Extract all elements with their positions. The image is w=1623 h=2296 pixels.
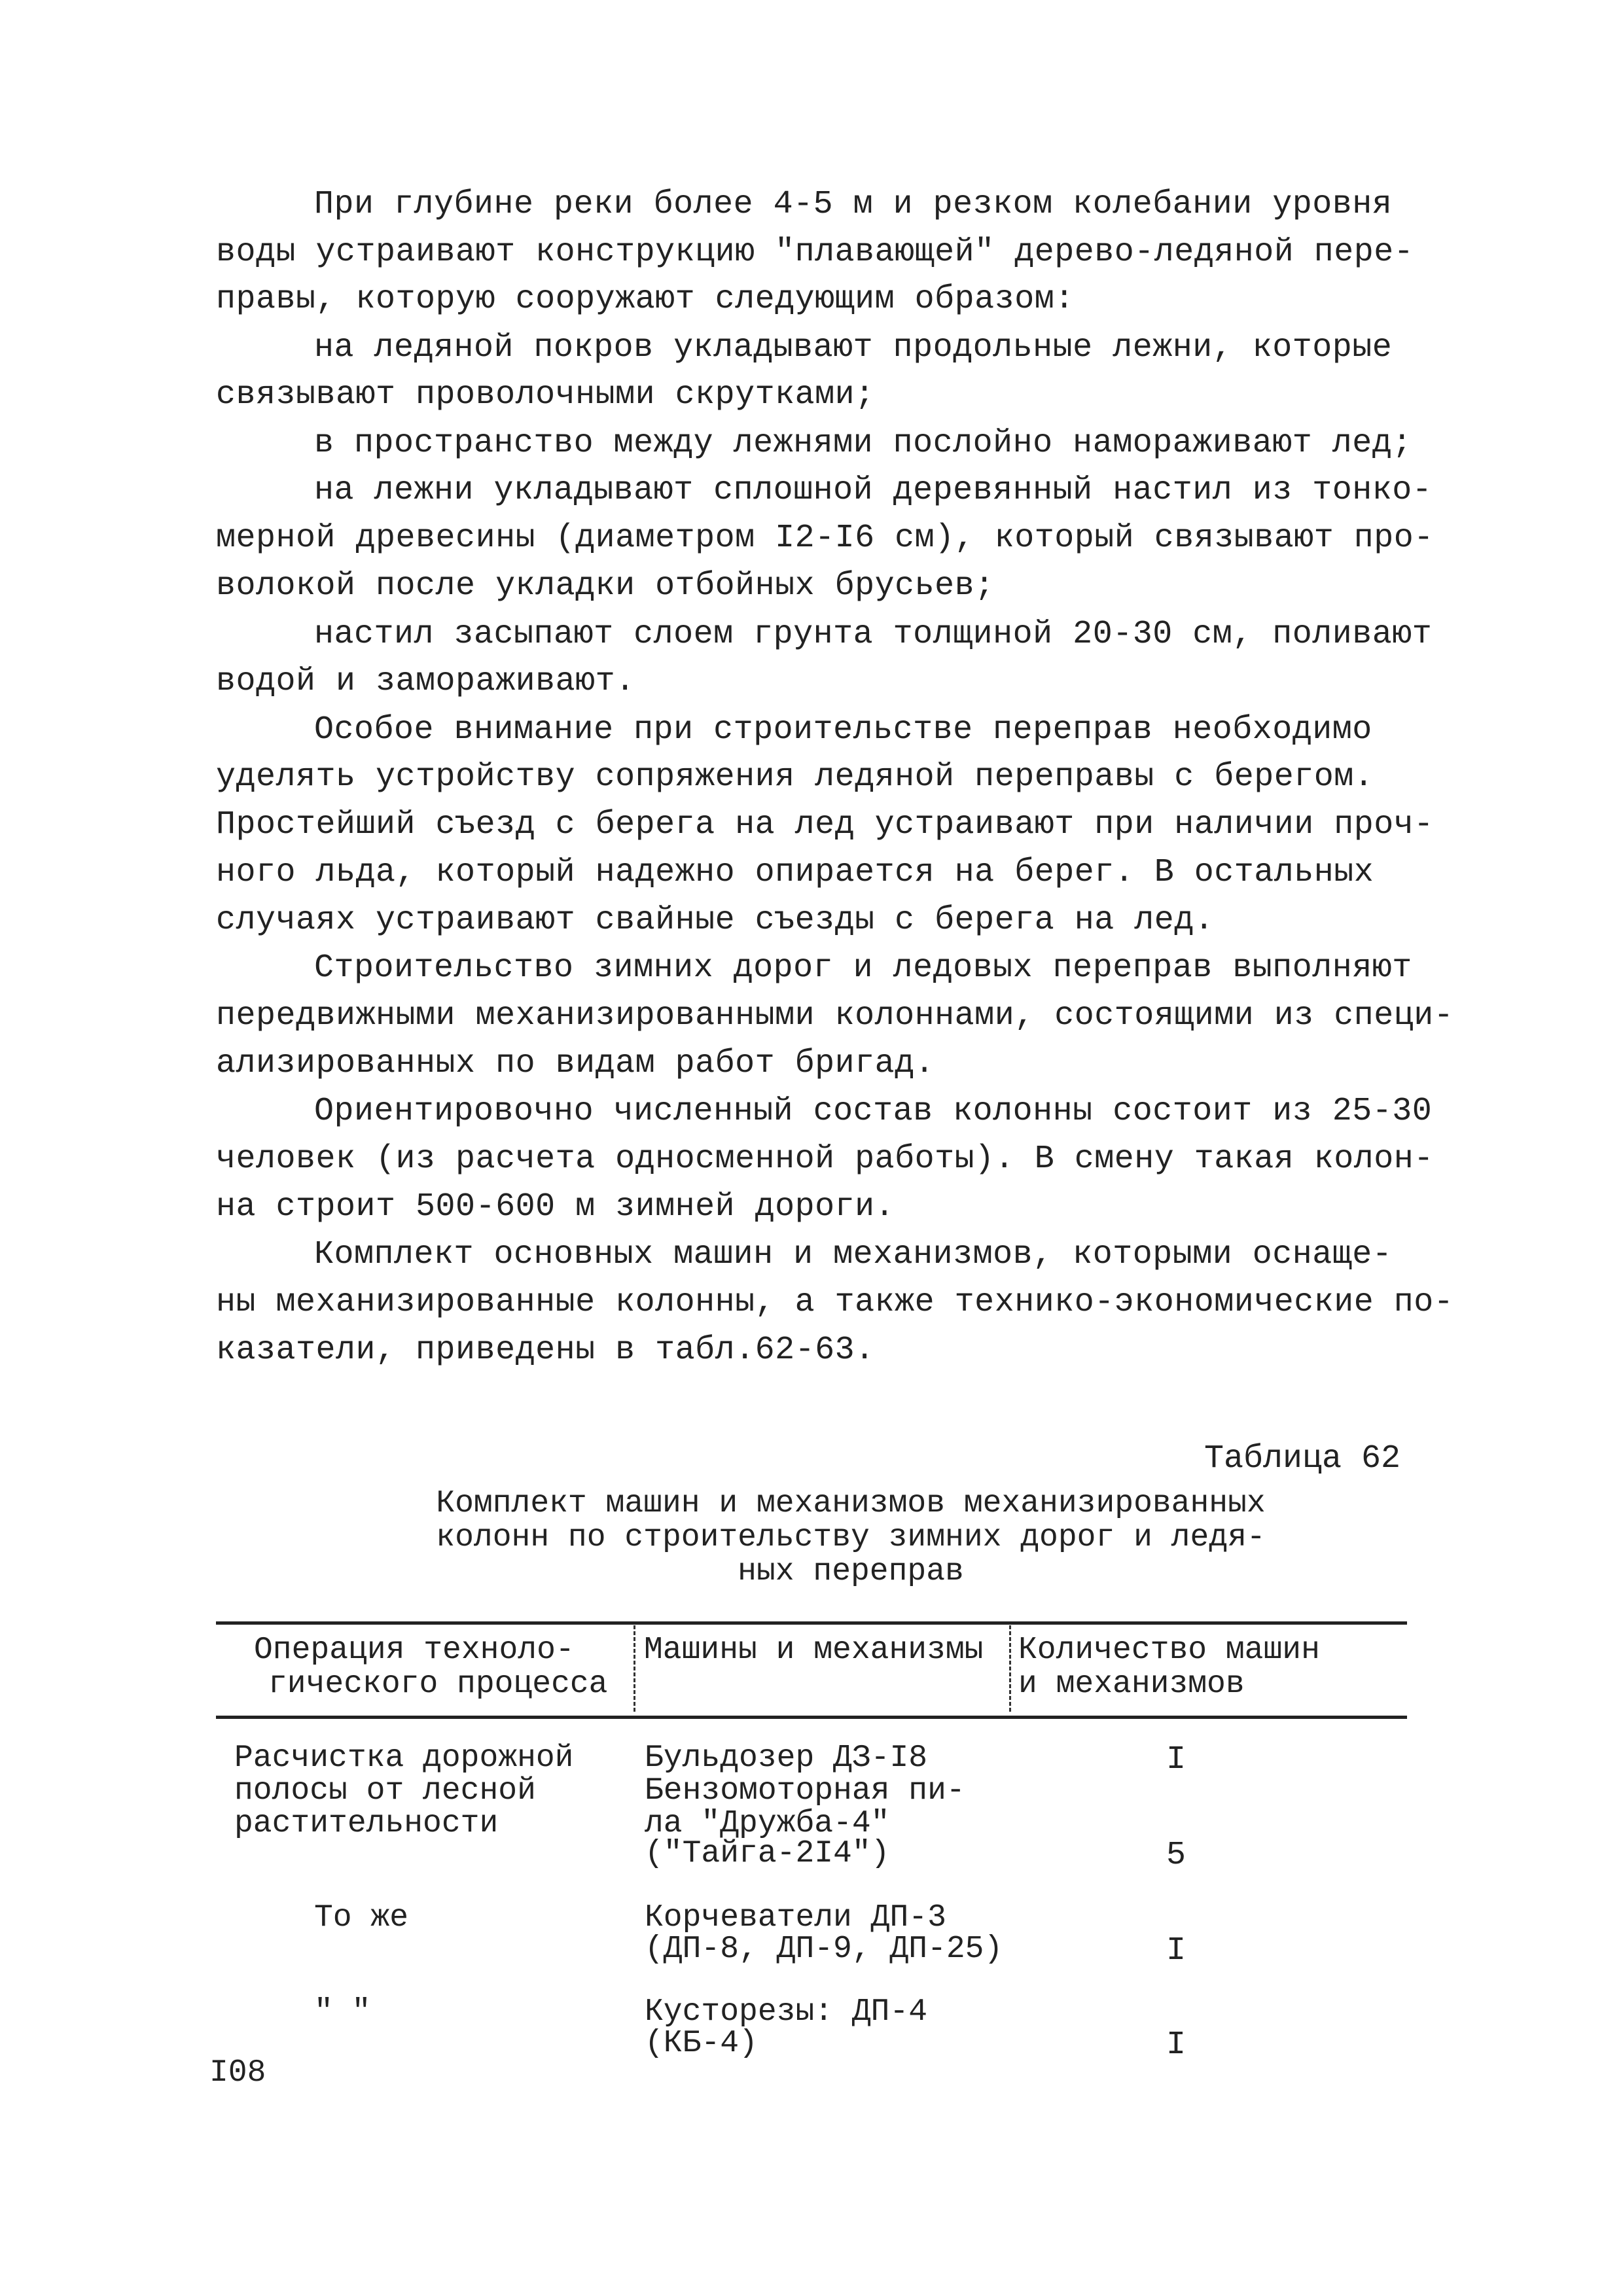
text-line: воды устраивают конструкцию "плавающей" дерево-ледяной пере- bbox=[216, 234, 1414, 271]
text-line: передвижными механизированными колоннами, состоящими из специ- bbox=[216, 997, 1454, 1034]
quantity-cell: I bbox=[1166, 2026, 1186, 2064]
column-separator bbox=[1009, 1625, 1011, 1712]
text-line: связывают проволочными скрутками; bbox=[216, 376, 875, 414]
machine-cell: (ДП-8, ДП-9, ДП-25) bbox=[645, 1932, 1003, 1967]
header-operation: Операция техноло- bbox=[254, 1633, 575, 1668]
machine-cell: (КБ-4) bbox=[645, 2026, 758, 2061]
text-line: случаях устраивают свайные съезды с берега на лед. bbox=[216, 902, 1215, 939]
header-quantity: и механизмов bbox=[1018, 1667, 1245, 1702]
page-number: I08 bbox=[209, 2055, 266, 2091]
operation-cell: полосы от лесной bbox=[234, 1773, 536, 1809]
text-line: Особое внимание при строительстве переправ необходимо bbox=[314, 711, 1372, 749]
text-line: настил засыпают слоем грунта толщиной 20-30 см, поливают bbox=[314, 616, 1433, 653]
column-separator bbox=[633, 1625, 635, 1712]
text-line: правы, которую сооружают следующим образом: bbox=[216, 281, 1075, 318]
header-quantity: Количество машин bbox=[1018, 1633, 1320, 1668]
machine-cell: ла "Дружба-4" bbox=[645, 1806, 890, 1841]
operation-cell: То же bbox=[314, 1900, 409, 1935]
text-line: Комплект основных машин и механизмов, которыми оснаще- bbox=[314, 1236, 1393, 1273]
text-line: При глубине реки более 4-5 м и резком колебании уровня bbox=[314, 186, 1393, 223]
header-machines: Машины и механизмы bbox=[644, 1633, 984, 1668]
quantity-cell: I bbox=[1166, 1741, 1186, 1778]
text-line: на лежни укладывают сплошной деревянный настил из тонко- bbox=[314, 472, 1433, 509]
text-line: в пространство между лежнями послойно намораживают лед; bbox=[314, 425, 1412, 462]
quantity-cell: I bbox=[1166, 1932, 1186, 1969]
text-line: волокой после укладки отбойных брусьев; bbox=[216, 567, 995, 605]
operation-cell: Расчистка дорожной bbox=[234, 1740, 574, 1776]
operation-cell: растительности bbox=[234, 1806, 499, 1841]
caption-line: колонн по строительству зимних дорог и ледя- bbox=[436, 1520, 1266, 1555]
machine-cell: Корчеватели ДП-3 bbox=[645, 1900, 946, 1935]
machine-cell: Бульдозер ДЗ-I8 bbox=[645, 1740, 928, 1776]
caption-line: ных переправ bbox=[738, 1554, 964, 1589]
table-header-rule bbox=[216, 1716, 1407, 1719]
machine-cell: Бензомоторная пи- bbox=[645, 1773, 965, 1809]
text-line: человек (из расчета односменной работы). В смену такая колон- bbox=[216, 1140, 1434, 1178]
text-line: ализированных по видам работ бригад. bbox=[216, 1045, 935, 1082]
operation-cell: " " bbox=[314, 1994, 371, 2030]
text-line: уделять устройству сопряжения ледяной переправы с берегом. bbox=[216, 758, 1374, 796]
text-line: казатели, приведены в табл.62-63. bbox=[216, 1332, 875, 1369]
text-line: водой и замораживают. bbox=[216, 663, 635, 700]
caption-line: Комплект машин и механизмов механизированных bbox=[436, 1486, 1266, 1521]
text-line: ны механизированные колонны, а также технико-экономические по- bbox=[216, 1284, 1454, 1321]
machine-cell: ("Тайга-2I4") bbox=[645, 1836, 890, 1871]
text-line: мерной древесины (диаметром I2-I6 см), который связывают про- bbox=[216, 520, 1434, 557]
text-line: Простейший съезд с берега на лед устраивают при наличии проч- bbox=[216, 806, 1434, 843]
table-top-rule bbox=[216, 1621, 1407, 1625]
table-label: Таблица 62 bbox=[1204, 1440, 1400, 1477]
text-line: на ледяной покров укладывают продольные лежни, которые bbox=[314, 329, 1393, 366]
text-line: Строительство зимних дорог и ледовых переправ выполняют bbox=[314, 949, 1412, 987]
header-operation: гического процесса bbox=[268, 1667, 608, 1702]
text-line: ного льда, который надежно опирается на берег. В остальных bbox=[216, 854, 1374, 891]
text-line: на строит 500-600 м зимней дороги. bbox=[216, 1188, 895, 1226]
machine-cell: Кусторезы: ДП-4 bbox=[645, 1994, 928, 2030]
text-line: Ориентировочно численный состав колонны состоит из 25-30 bbox=[314, 1093, 1433, 1130]
quantity-cell: 5 bbox=[1166, 1837, 1186, 1874]
